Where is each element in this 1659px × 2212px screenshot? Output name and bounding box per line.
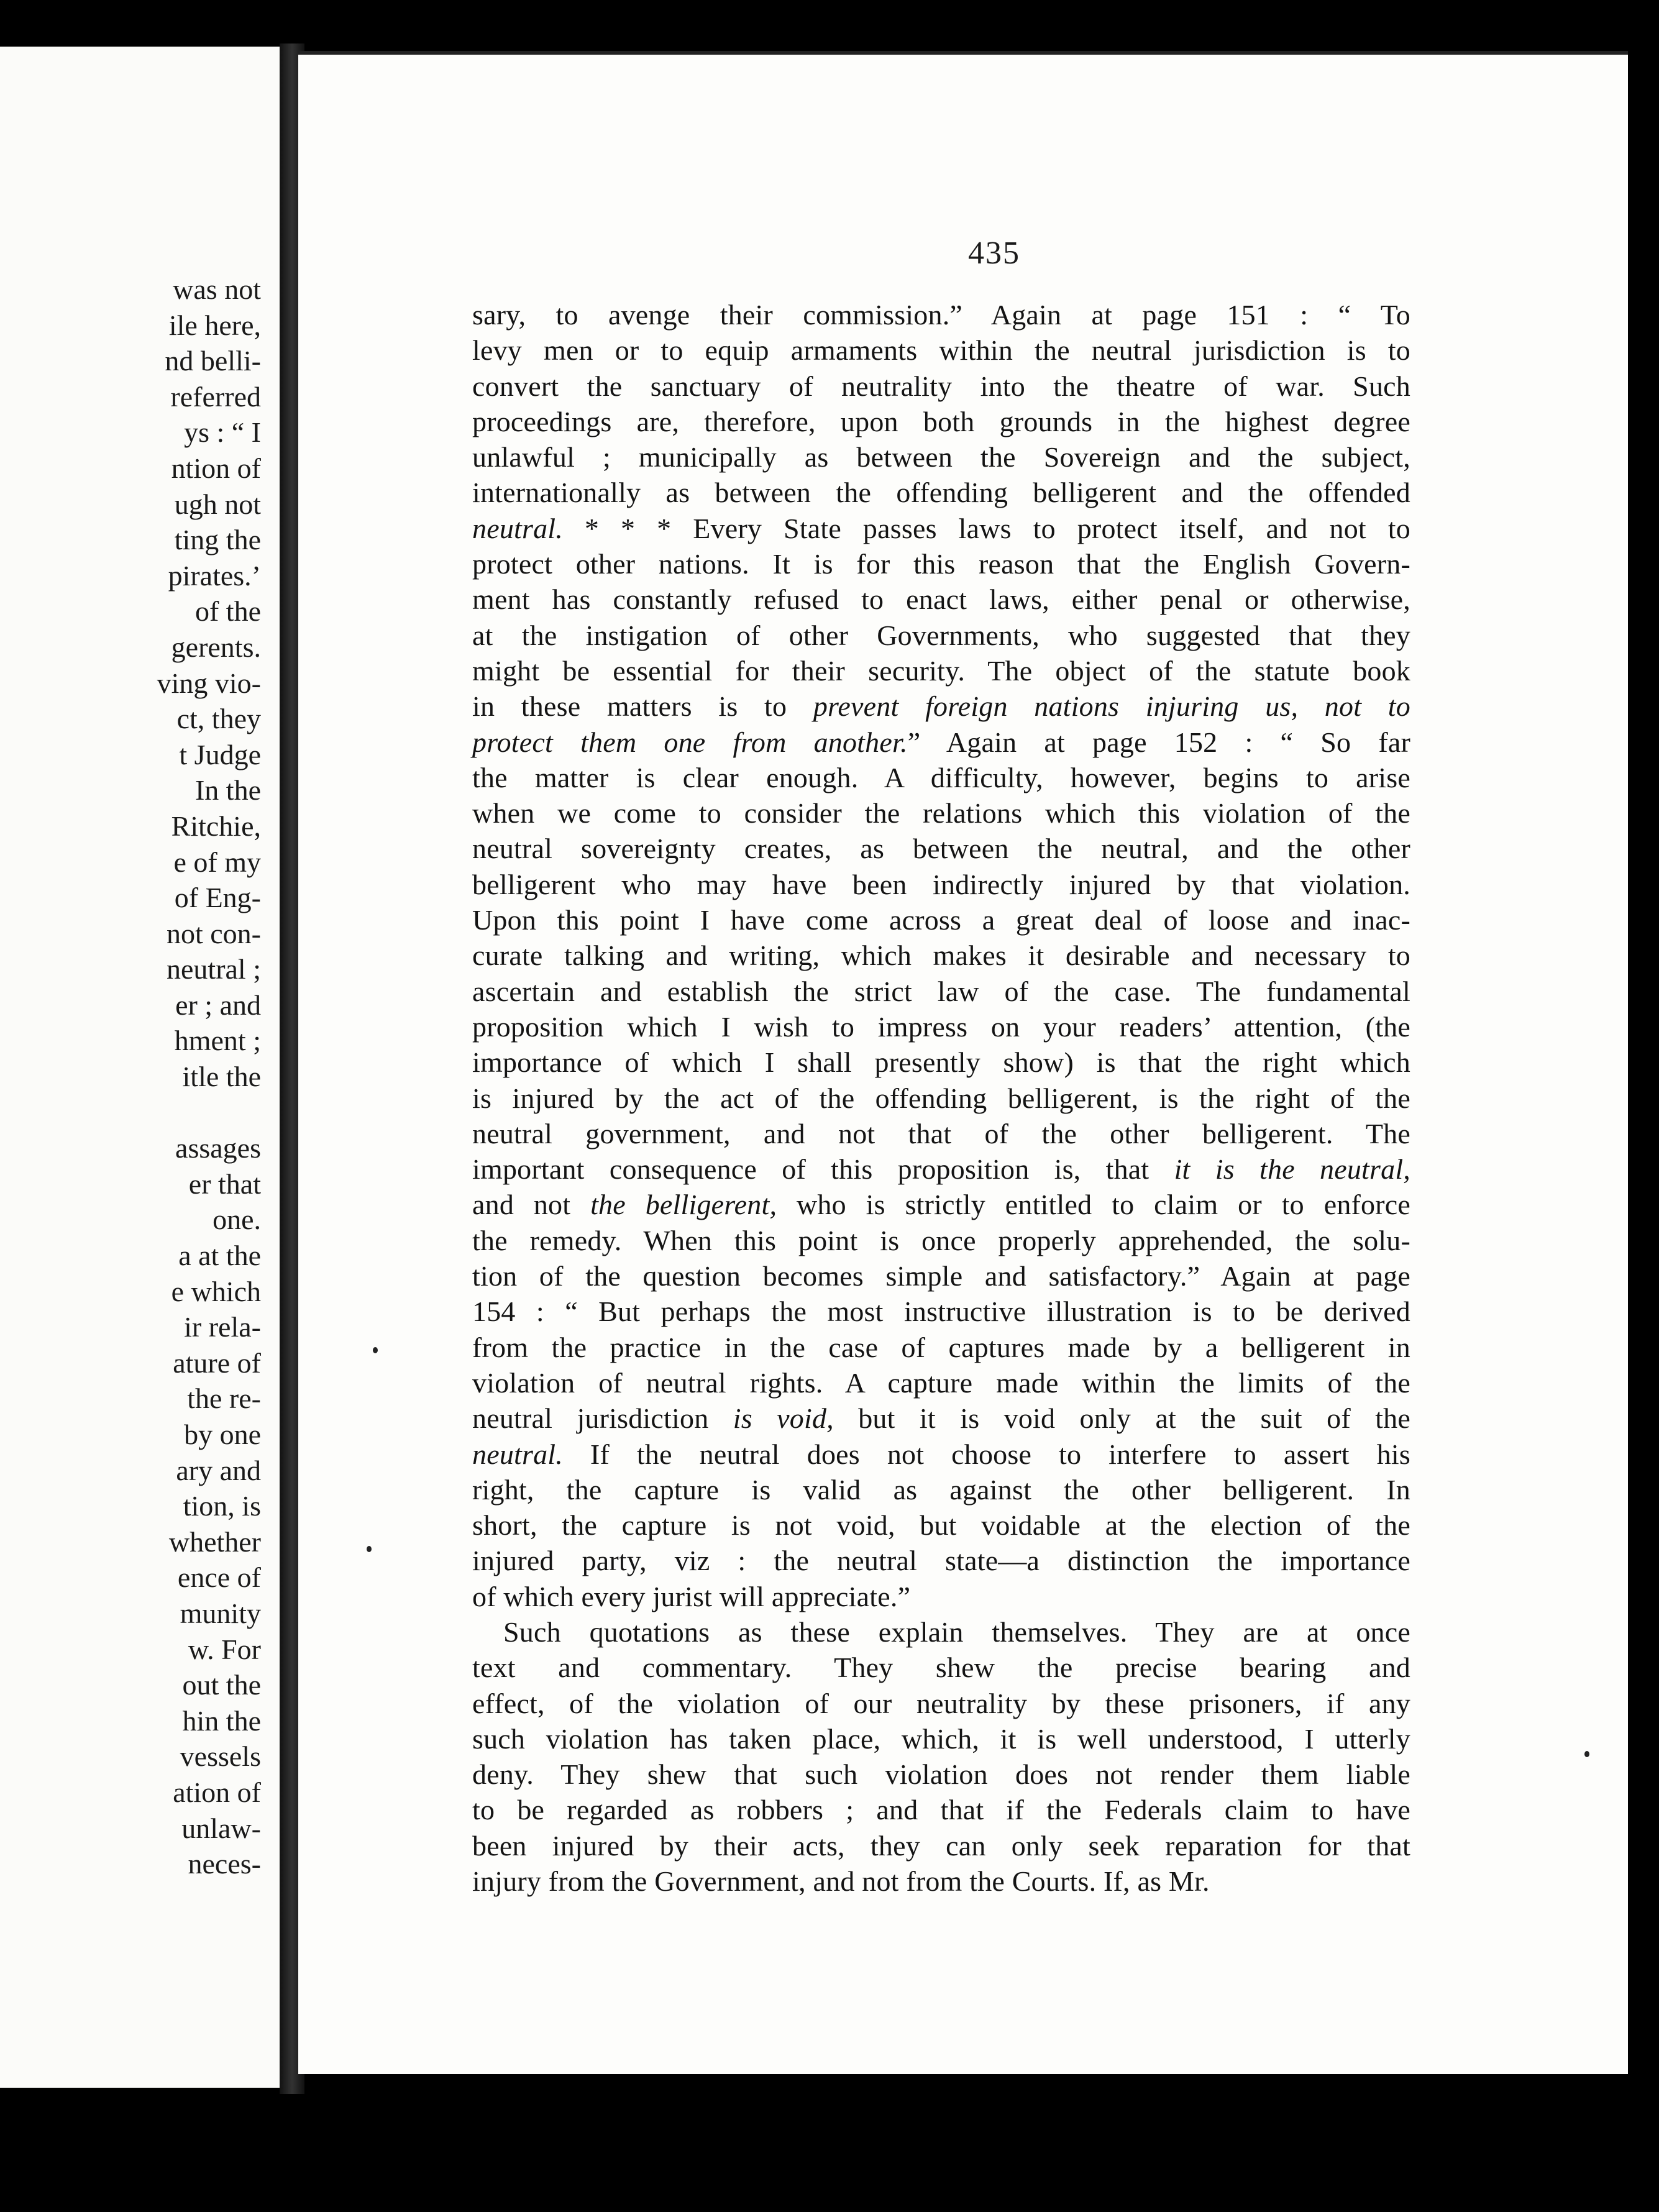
text-line: is injured by the act of the offending belligerent, is the right of the [472,1082,1410,1114]
text-line: the remedy. When this point is once properly apprehended, the solu- [472,1224,1410,1256]
ink-speck [367,1546,372,1552]
page-number: 435 [968,235,1020,271]
text-line: injured party, viz : the neutral state—a distinction the importance [472,1545,1410,1577]
text-line: ment has constantly refused to enact laws, either penal or otherwise, [472,583,1410,616]
scan-border [1628,0,1659,2212]
text-line: the matter is clear enough. A difficulty, however, begins to arise [472,761,1410,793]
left-text-fragment: e which [171,1275,261,1307]
text-line: curate talking and writing, which makes it desirable and necessary to [472,939,1410,972]
text-line: convert the sanctuary of neutrality into the theatre of war. Such [472,370,1410,402]
text-line: effect, of the violation of our neutrality by these prisoners, if any [472,1687,1410,1719]
text-line: might be essential for their security. The object of the statute book [472,654,1410,687]
left-text-fragment: ting the [174,524,261,556]
left-text-fragment: t Judge [179,738,261,770]
left-text-fragment: one. [213,1204,261,1236]
text-line: ascertain and establish the strict law of the case. The fundamental [472,975,1410,1007]
text-line: of which every jurist will appreciate.” [472,1580,911,1612]
text-line: neutral jurisdiction is void, but it is void only at the suit of the [472,1402,1410,1435]
left-text-fragment: by one [184,1419,261,1450]
left-text-fragment: ugh not [174,488,261,520]
left-text-fragment: ct, they [176,703,261,735]
text-line: important consequence of this proposition is, that it is the neutral, [472,1153,1411,1186]
left-text-fragment: nd belli- [165,345,261,377]
left-text-fragment: of the [194,595,261,628]
left-page-text [0,272,273,1882]
left-text-fragment: er that [188,1168,261,1200]
left-text-fragment: Ritchie, [171,810,261,842]
left-text-fragment: unlaw- [181,1812,261,1844]
left-text-fragment: ys : “ I [184,416,261,449]
left-text-fragment: whether [168,1525,261,1558]
text-line: importance of which I shall presently show) is that the right which [472,1046,1410,1079]
left-text-fragment: ation of [173,1776,261,1808]
text-line: levy men or to equip armaments within the neutral jurisdiction is to [472,334,1410,367]
text-line: belligerent who may have been indirectly injured by that violation. [472,868,1410,900]
left-text-fragment: In the [194,774,261,807]
text-line: protect other nations. It is for this reason that the English Govern- [472,548,1410,580]
left-text-fragment: munity [180,1597,261,1629]
left-text-fragment [0,1095,273,1131]
text-line: sary, to avenge their commission.” Again at page 151 : “ To [472,299,1410,331]
left-text-fragment: hin the [182,1704,261,1737]
text-line: neutral sovereignty creates, as between the neutral, and the other [472,833,1410,865]
left-text-fragment: er ; and [175,989,261,1021]
text-line: Such quotations as these explain themselves. They are at once [503,1616,1410,1648]
left-text-fragment: neutral ; [167,953,261,985]
text-line: such violation has taken place, which, it is well understood, I utterly [472,1722,1410,1755]
text-line: neutral. * * * Every State passes laws to protect itself, and not to [472,512,1410,544]
left-text-fragment: referred [170,380,261,413]
text-line: text and commentary. They shew the precise bearing and [472,1652,1410,1684]
text-line: tion of the question becomes simple and satisfactory.” Again at page [472,1260,1410,1292]
left-text-fragment: tion, is [183,1490,261,1522]
text-line: deny. They shew that such violation does not render them liable [472,1758,1410,1791]
text-line: to be regarded as robbers ; and that if the Federals claim to have [472,1794,1410,1826]
left-text-fragment: ile here, [168,309,261,341]
text-line: neutral government, and not that of the other belligerent. The [472,1117,1410,1149]
body-text [472,297,1410,1899]
ink-speck [373,1347,378,1353]
text-line: proposition which I wish to impress on your readers’ attention, (the [472,1010,1410,1043]
text-line: in these matters is to prevent foreign nations injuring us, not to [472,690,1410,723]
text-line: neutral. If the neutral does not choose to interfere to assert his [472,1438,1410,1470]
left-text-fragment: ature of [173,1346,261,1379]
left-text-fragment: w. For [188,1633,261,1665]
left-page [0,47,286,2088]
text-line: internationally as between the offending belligerent and the offended [472,477,1410,509]
left-text-fragment: gerents. [171,631,261,663]
text-line: short, the capture is not void, but voidable at the election of the [472,1509,1410,1542]
text-line: and not the belligerent, who is strictly entitled to claim or to enforce [472,1189,1410,1221]
text-line: unlawful ; municipally as between the Sovereign and the subject, [472,441,1410,473]
text-line: when we come to consider the relations which this violation of the [472,797,1410,830]
text-line: been injured by their acts, they can only seek reparation for that [472,1829,1410,1862]
left-text-fragment: ir rela- [184,1311,261,1343]
text-line: at the instigation of other Governments, who suggested that they [472,619,1410,651]
left-text-fragment: ving vio- [157,667,261,699]
left-text-fragment: hment ; [174,1025,261,1057]
left-text-fragment: itle the [182,1061,261,1093]
left-text-fragment: of Eng- [174,882,261,914]
left-text-fragment: e of my [173,846,261,878]
left-text-fragment: neces- [188,1848,261,1880]
left-text-fragment: out the [182,1669,261,1701]
text-line: protect them one from another.” Again at page 152 : “ So far [472,726,1410,758]
text-line: right, the capture is valid as against the other belligerent. In [472,1473,1410,1506]
left-text-fragment: the re- [187,1382,261,1415]
text-line: proceedings are, therefore, upon both grounds in the highest degree [472,405,1410,437]
text-line: violation of neutral rights. A capture made within the limits of the [472,1366,1410,1399]
left-text-fragment: vessels [180,1740,261,1773]
left-text-fragment: assages [175,1132,261,1164]
left-text-fragment: not con- [166,917,261,949]
left-text-fragment: pirates.’ [168,559,261,592]
left-text-fragment: a at the [178,1240,261,1272]
text-line: from the practice in the case of captures made by a belligerent in [472,1331,1410,1363]
text-line: 154 : “ But perhaps the most instructive illustration is to be derived [472,1296,1410,1328]
ink-speck [1584,1751,1589,1757]
text-line: Upon this point I have come across a great deal of loose and inac- [472,904,1410,936]
left-text-fragment: was not [173,273,261,305]
left-text-fragment: ntion of [171,452,261,484]
text-line: injury from the Government, and not from the Courts. If, as Mr. [472,1865,1210,1898]
right-page [298,51,1628,2074]
left-text-fragment: ence of [177,1561,261,1594]
left-text-fragment: ary and [176,1454,261,1486]
